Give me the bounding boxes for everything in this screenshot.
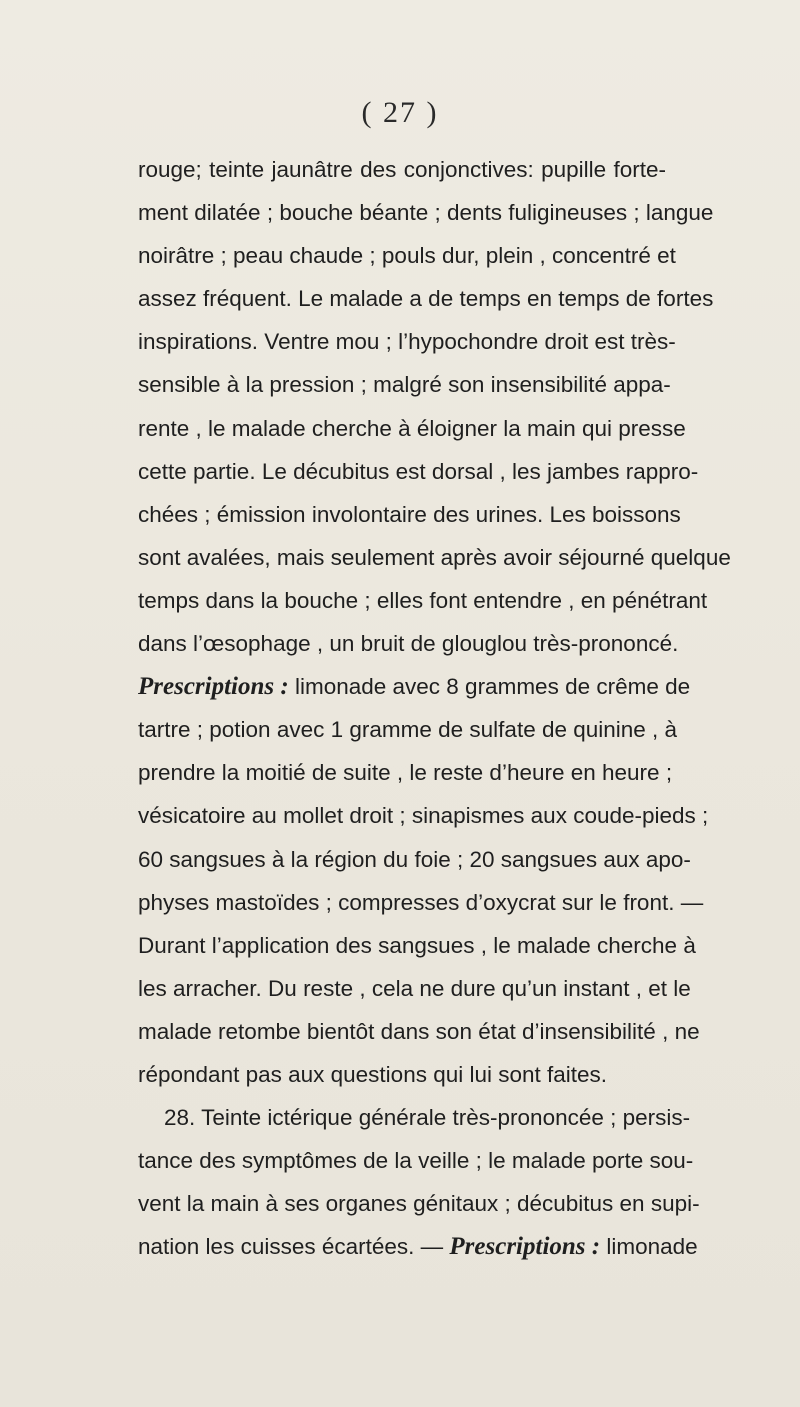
text-line-21: malade retombe bientôt dans son état d’insensibilité , ne — [138, 1018, 700, 1044]
text-line-5: inspirations. Ventre mou ; l’hypochondre droit est très- — [138, 329, 676, 355]
text-line-26: nation les cuisses écartées. — Prescriptions : limonade — [138, 1233, 698, 1261]
text-line-2: ment dilatée ; bouche béante ; dents fuligineuses ; langue — [138, 200, 714, 226]
text-line-19: Durant l’application des sangsues , le malade cherche à — [138, 932, 696, 958]
text-line-11: temps dans la bouche ; elles font entendre , en pénétrant — [138, 587, 708, 613]
text-line-3: noirâtre ; peau chaude ; pouls dur, plein , concentré et — [138, 243, 676, 269]
text-line-12: dans l’œsophage , un bruit de glouglou très-prononcé. — [138, 631, 679, 657]
text-line-18: physes mastoïdes ; compresses d’oxycrat sur le front. — — [138, 889, 704, 915]
text-line-8: cette partie. Le décubitus est dorsal , les jambes rappro- — [138, 458, 699, 484]
text-line-25: vent la main à ses organes génitaux ; décubitus en supi- — [138, 1191, 700, 1217]
text-line-24: tance des symptômes de la veille ; le malade porte sou- — [138, 1148, 694, 1174]
text-line-14: tartre ; potion avec 1 gramme de sulfate de quinine , à — [138, 717, 678, 743]
text-line-20: les arracher. Du reste , cela ne dure qu’un instant , et le — [138, 975, 691, 1001]
text-line-4: assez fréquent. Le malade a de temps en temps de fortes — [138, 286, 714, 312]
page-number: ( 27 ) — [361, 96, 439, 129]
body-text — [138, 148, 731, 1268]
text-line-10: sont avalées, mais seulement après avoir séjourné quelque — [138, 544, 731, 570]
text-line-9: chées ; émission involontaire des urines. Les boissons — [138, 501, 681, 527]
prescriptions-heading-2: Prescriptions : — [449, 1233, 601, 1261]
text-line-6: sensible à la pression ; malgré son insensibilité appa- — [138, 372, 671, 398]
text-line-7: rente , le malade cherche à éloigner la main qui presse — [138, 415, 686, 441]
text-line-16: vésicatoire au mollet droit ; sinapismes aux coude-pieds ; — [138, 803, 709, 829]
text-line-13: Prescriptions : limonade avec 8 grammes de crême de — [138, 673, 691, 701]
text-line-1: rouge; teinte jaunâtre des conjonctives: pupille forte- — [138, 157, 666, 182]
text-line-15: prendre la moitié de suite , le reste d’heure en heure ; — [138, 760, 673, 786]
text-line-22: répondant pas aux questions qui lui sont faites. — [138, 1061, 608, 1087]
prescriptions-heading: Prescriptions : — [138, 673, 289, 701]
text-line-23: 28. Teinte ictérique générale très-prononcée ; persis- — [164, 1105, 691, 1131]
text-line-17: 60 sangsues à la région du foie ; 20 sangsues aux apo- — [138, 846, 691, 872]
